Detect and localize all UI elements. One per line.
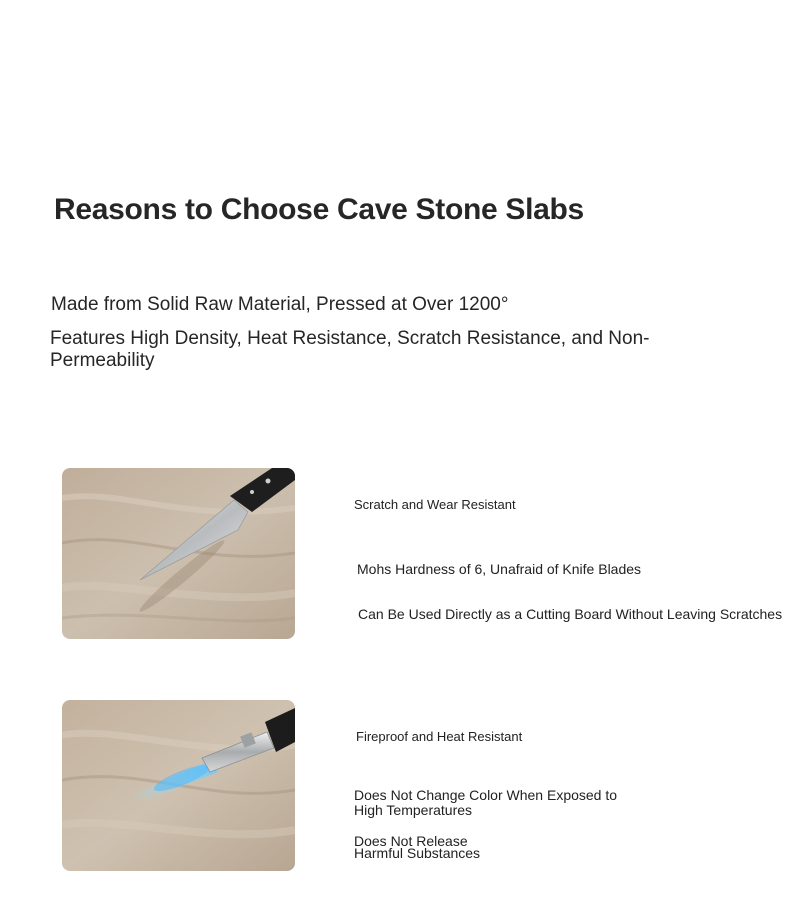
feature-point-harmful-line2: Harmful Substances	[354, 845, 481, 861]
feature-point-color	[354, 788, 617, 818]
feature-point-mohs: Mohs Hardness of 6, Unafraid of Knife Blades	[357, 561, 642, 577]
feature-title-scratch: Scratch and Wear Resistant	[354, 497, 516, 512]
knife-on-stone-photo	[62, 468, 295, 639]
feature-point-harmful-line1: Does Not Release	[354, 833, 468, 849]
feature-point-harmful	[354, 835, 480, 859]
feature-point-color-line2: High Temperatures	[354, 802, 473, 818]
subtitle-material: Made from Solid Raw Material, Pressed at Over 1200°	[51, 294, 509, 315]
subtitle-features: Features High Density, Heat Resistance, Scratch Resistance, and Non-Permeability	[50, 328, 650, 371]
page-title: Reasons to Choose Cave Stone Slabs	[54, 193, 584, 226]
feature-point-color-line1: Does Not Change Color When Exposed to	[354, 787, 618, 803]
feature-point-cutting-board: Can Be Used Directly as a Cutting Board Without Leaving Scratches	[358, 606, 783, 622]
feature-title-fireproof: Fireproof and Heat Resistant	[356, 729, 523, 744]
torch-on-stone-photo	[62, 700, 295, 871]
